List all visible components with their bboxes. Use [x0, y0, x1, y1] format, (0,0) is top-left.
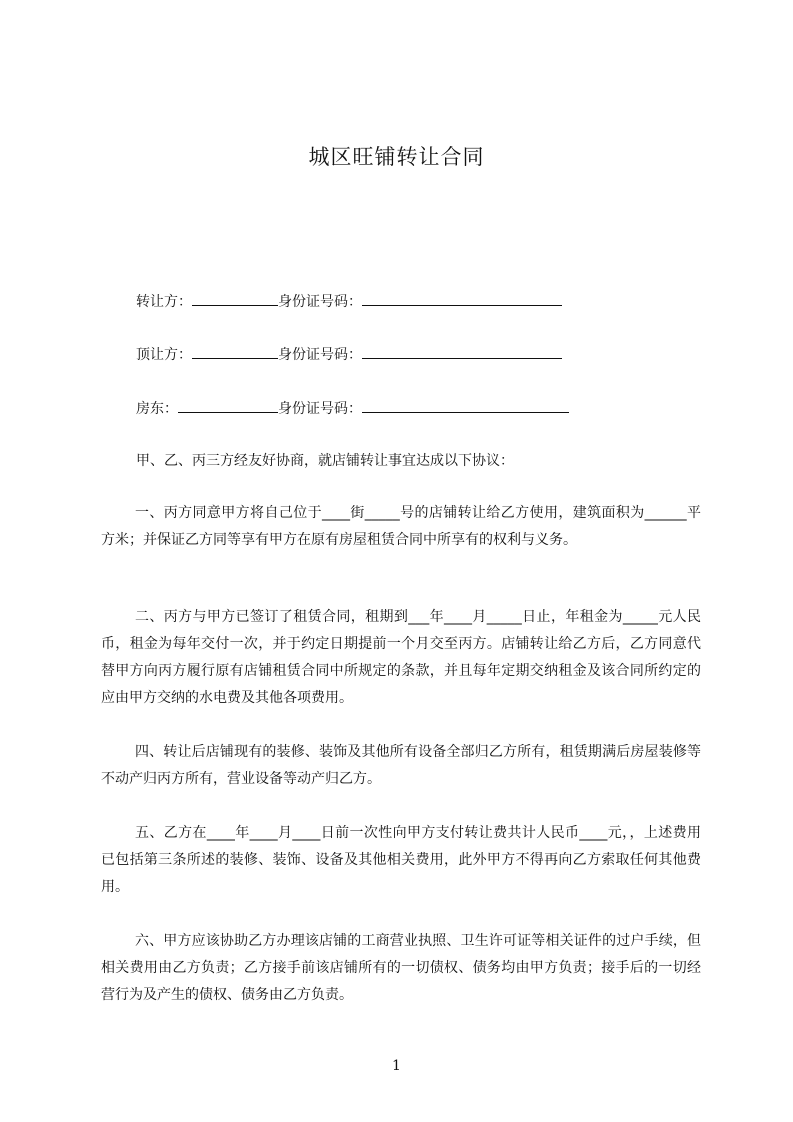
id-blank: [362, 396, 569, 413]
clause-6: 六、甲方应该协助乙方办理该店铺的工商营业执照、卫生许可证等相关证件的过户手续，但相关费用由乙方负责；乙方接手前该店铺所有的一切债权、债务均由甲方负责；接手后的一切经营行为及产生的债权、债务由乙方负责。: [101, 933, 701, 1003]
party-transferee: [136, 342, 562, 366]
clause-1: 一、丙方同意甲方将自己位于____街_____号的店铺转让给乙方使用，建筑面积为______平方米；并保证乙方同等享有甲方在原有房屋租赁合同中所享有的权利与义务。: [101, 505, 701, 548]
party-label: 房东：: [136, 401, 178, 417]
document-title: 城区旺铺转让合同: [308, 145, 485, 169]
intro-text: 甲、乙、丙三方经友好协商，就店铺转让事宜达成以下协议：: [136, 453, 514, 469]
clause-5: 五、乙方在____年____月____日前一次性向甲方支付转让费共计人民币____元，，上述费用已包括第三条所述的装修、装饰、设备及其他相关费用，此外甲方不得再向乙方索取任何其他费用。: [101, 825, 701, 895]
page-number: 1: [392, 1058, 401, 1074]
id-blank: [362, 289, 562, 306]
id-label: 身份证号码：: [278, 401, 362, 417]
clause-4: 四、转让后店铺现有的装修、装饰及其他所有设备全部归乙方所有，租赁期满后房屋装修等不动产归丙方所有，营业设备等动产归乙方。: [101, 744, 701, 787]
name-blank: [192, 342, 278, 359]
party-transferor: [136, 289, 562, 313]
id-label: 身份证号码：: [278, 347, 362, 363]
name-blank: [192, 289, 278, 306]
party-landlord: [136, 396, 569, 420]
id-blank: [362, 342, 562, 359]
name-blank: [178, 396, 278, 413]
party-label: 转让方：: [136, 294, 192, 310]
id-label: 身份证号码：: [278, 294, 362, 310]
clause-2: 二、丙方与甲方已签订了租赁合同，租期到___年____月_____日止，年租金为_____元人民币，租金为每年交付一次，并于约定日期提前一个月交至丙方。店铺转让给乙方后，乙方同意代替甲方向丙方履行原有店铺租赁合同中所规定的条款，并且每年定期交纳租金及该合同所约定的应由甲方交纳的水电费及其他各项费用。: [101, 609, 701, 706]
party-label: 顶让方：: [136, 347, 192, 363]
